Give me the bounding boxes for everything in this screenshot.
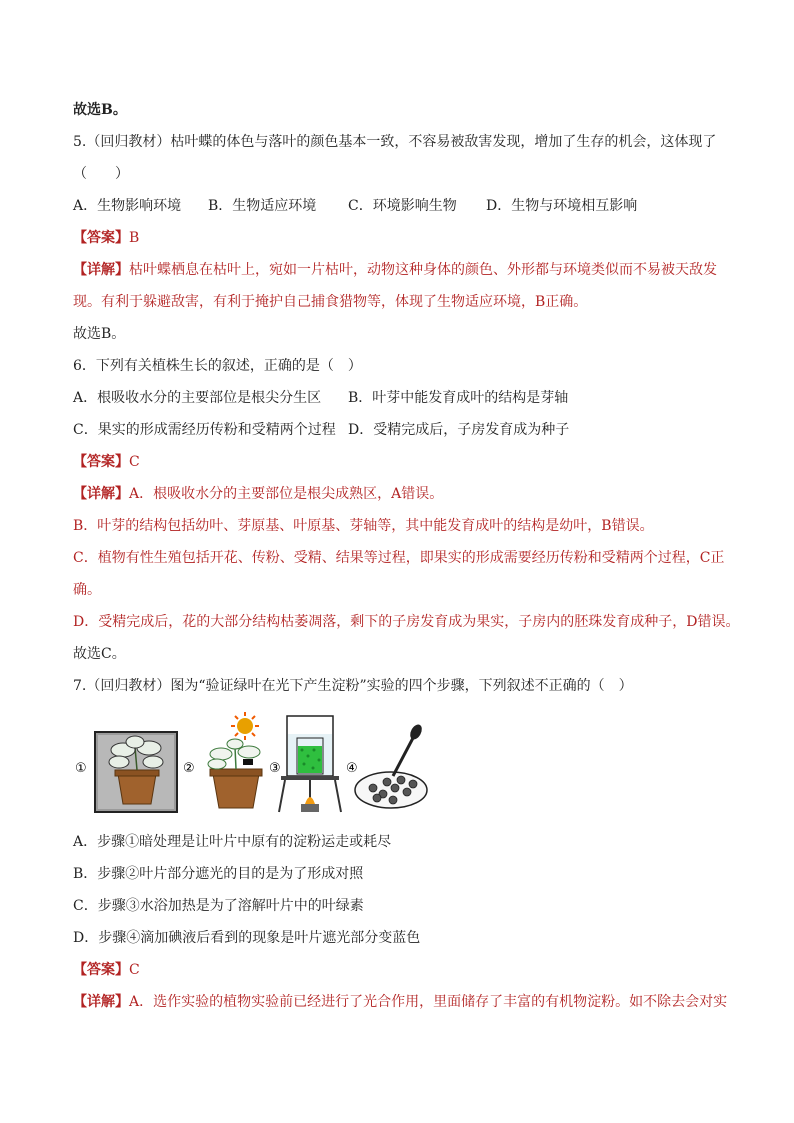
sun-icon [231, 712, 259, 740]
water-bath-beaker-icon [279, 716, 341, 812]
option-b: B．生物适应环境 [208, 198, 317, 214]
iodine-dropper-dish-icon [355, 723, 427, 808]
answer-6 [73, 452, 140, 472]
question-6-options-cd [73, 420, 569, 440]
detail-6-b: B．叶芽的结构包括幼叶、芽原基、叶原基、芽轴等，其中能发育成叶的结构是幼叶，B错误。 [73, 518, 654, 534]
option-a: A．根吸收水分的主要部位是根尖分生区 [73, 390, 322, 406]
detail-text: A．选作实验的植物实验前已经进行了光合作用，里面储存了丰富的有机物淀粉。如不除去会对实 [129, 994, 728, 1010]
question-5-bracket: （ ） [73, 166, 129, 182]
detail-6-c-2: 确。 [73, 582, 101, 598]
detail-6-c-1: C．植物有性生殖包括开花、传粉、受精、结果等过程，即果实的形成需要经历传粉和受精两个过程，C正 [73, 550, 725, 566]
step-label-4: ④ [346, 761, 358, 776]
detail-6-a [73, 484, 443, 504]
experiment-steps-figure [73, 712, 433, 816]
step-label-1: ① [75, 761, 87, 776]
question-7-option-a: A．步骤①暗处理是让叶片中原有的淀粉运走或耗尽 [73, 834, 392, 850]
detail-label: 【详解】 [73, 262, 129, 278]
detail-6-d: D．受精完成后，花的大部分结构枯萎凋落，剩下的子房发育成为果实，子房内的胚珠发育成种子，D错误。 [73, 614, 740, 630]
option-c: C．环境影响生物 [348, 198, 457, 214]
question-7-option-d: D．步骤④滴加碘液后看到的现象是叶片遮光部分变蓝色 [73, 930, 421, 946]
option-b: B．叶芽中能发育成叶的结构是芽轴 [348, 390, 569, 406]
detail-5-line-2: 现。有利于躲避敌害，有利于掩护自己捕食猎物等，体现了生物适应环境，B正确。 [73, 294, 588, 310]
step-label-2: ② [183, 761, 195, 776]
detail-text: 枯叶蝶栖息在枯叶上，宛如一片枯叶，动物这种身体的颜色、外形都与环境类似而不易被天敌发 [129, 262, 717, 278]
option-a: A．生物影响环境 [73, 198, 182, 214]
detail-label: 【详解】 [73, 994, 129, 1010]
detail-text: A．根吸收水分的主要部位是根尖成熟区，A错误。 [129, 486, 444, 502]
answer-label: 【答案】 [73, 230, 129, 246]
detail-5-line-1 [73, 260, 717, 280]
answer-value: C [129, 454, 140, 470]
question-7-option-c: C．步骤③水浴加热是为了溶解叶片中的叶绿素 [73, 898, 364, 914]
option-c: C．果实的形成需经历传粉和受精两个过程 [73, 422, 336, 438]
question-7: 7.（回归教材）图为“验证绿叶在光下产生淀粉”实验的四个步骤，下列叙述不正确的（ ） [73, 678, 633, 694]
option-d: D．生物与环境相互影响 [486, 198, 638, 214]
answer-label: 【答案】 [73, 962, 129, 978]
conclusion-line: 故选B。 [73, 102, 127, 118]
conclusion-6: 故选C。 [73, 646, 126, 662]
option-d: D．受精完成后，子房发育成为种子 [348, 422, 570, 438]
answer-label: 【答案】 [73, 454, 129, 470]
question-6-options-ab [73, 388, 568, 408]
question-5: 5.（回归教材）枯叶蝶的体色与落叶的颜色基本一致，不容易被敌害发现，增加了生存的机会，这体现了 [73, 134, 717, 150]
answer-value: C [129, 962, 140, 978]
lit-plant-icon [208, 739, 262, 808]
step-label-3: ③ [269, 761, 281, 776]
dark-treatment-plant-icon [95, 732, 177, 812]
answer-5 [73, 228, 139, 248]
answer-value: B [129, 230, 140, 246]
question-6: 6．下列有关植株生长的叙述，正确的是（ ） [73, 358, 362, 374]
answer-7 [73, 960, 140, 980]
detail-label: 【详解】 [73, 486, 129, 502]
question-5-options [73, 196, 637, 216]
question-7-option-b: B．步骤②叶片部分遮光的目的是为了形成对照 [73, 866, 364, 882]
detail-7-line-1 [73, 992, 727, 1012]
conclusion-5: 故选B。 [73, 326, 126, 342]
